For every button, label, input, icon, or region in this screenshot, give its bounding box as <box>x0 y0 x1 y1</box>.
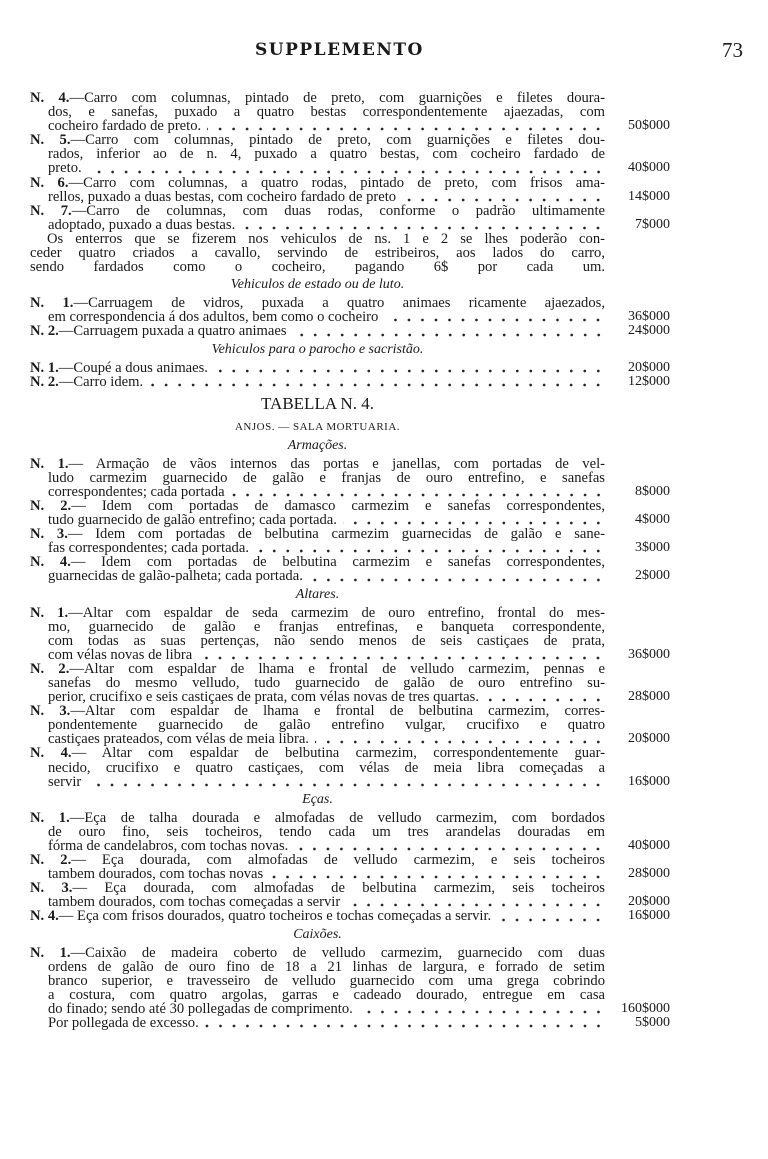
line-words: —Caixão de madeira coberto de velludo carmezim, guarnecido com duas <box>70 945 605 960</box>
line-content <box>30 375 143 389</box>
entry-line <box>30 246 670 260</box>
entry-number: N. 3. <box>30 881 73 896</box>
entry-line <box>30 527 670 541</box>
entry-price: 12$000 <box>628 373 670 389</box>
entry-line <box>30 648 670 662</box>
tariff-entry <box>30 746 670 788</box>
line-text <box>30 690 605 704</box>
entry-price: 16$000 <box>628 908 670 924</box>
entry-line <box>30 555 670 569</box>
entry-price: 28$000 <box>628 866 670 882</box>
line-words: tambem dourados, com tochas começadas a servir <box>48 895 341 910</box>
line-words: —Coupé a dous animaes. <box>58 360 208 375</box>
dot-leader <box>315 732 605 746</box>
line-words: servir <box>48 774 82 789</box>
line-text <box>30 105 605 119</box>
entry-line <box>30 91 670 105</box>
line-words: cocheiro fardado de preto. <box>48 119 202 134</box>
tariff-entry <box>30 296 670 324</box>
line-text <box>30 775 605 789</box>
entry-line <box>30 161 670 175</box>
line-text <box>30 513 605 527</box>
entry-price: 40$000 <box>628 160 670 176</box>
dot-leader <box>309 569 605 583</box>
tariff-entry <box>30 881 670 909</box>
entry-line <box>30 204 670 218</box>
entry-number: N. 4. <box>30 909 59 924</box>
tariff-entry <box>30 324 670 338</box>
page-number: 73 <box>722 38 743 62</box>
entry-line <box>30 662 670 676</box>
entry-line <box>30 133 670 147</box>
line-words: —Carro idem. <box>58 374 144 389</box>
dot-leader <box>205 1016 605 1030</box>
line-text <box>30 662 605 676</box>
entry-number: N. 2. <box>30 374 59 389</box>
line-content <box>48 1016 199 1030</box>
line-text <box>30 606 605 620</box>
line-text <box>30 147 605 161</box>
entry-line <box>30 867 670 881</box>
line-words: —Carro de columnas, com duas rodas, conforme o padrão ultimamente <box>71 203 605 218</box>
line-content <box>48 732 309 746</box>
line-content <box>48 190 396 204</box>
line-words: guarnecidas de galão-palheta; cada portada. <box>48 569 303 584</box>
line-content <box>48 218 235 232</box>
tariff-entry <box>30 811 670 853</box>
line-words: sanefas do mesmo velludo, tudo guarnecido de galão de ouro entrefino su- <box>48 676 605 691</box>
line-words: fórma de candelabros, com tochas novas. <box>48 838 289 854</box>
line-words: — Idem com portadas de damasco carmezim e sanefas correspondentes, <box>71 498 605 514</box>
entry-number: N. 2. <box>30 853 72 868</box>
line-text <box>30 471 605 485</box>
line-text <box>30 296 605 310</box>
line-words: — Altar com espaldar de belbutina carmezim, correspondentemente guar- <box>71 746 605 761</box>
line-content <box>48 1002 353 1016</box>
entry-line <box>30 960 670 974</box>
tariff-entry <box>30 662 670 704</box>
line-words: tambem dourados, com tochas novas <box>48 867 264 882</box>
dot-leader <box>294 839 605 853</box>
entry-line <box>30 147 670 161</box>
line-words: ceder quatro criados a cavallo, servindo de estribeiros, aos lados do carro, <box>30 246 605 261</box>
entry-price: 4$000 <box>635 512 670 528</box>
entry-line <box>30 296 670 310</box>
entry-line <box>30 260 670 274</box>
dot-leader <box>87 775 605 789</box>
line-text <box>30 232 605 246</box>
line-content <box>48 485 225 499</box>
line-text <box>30 676 605 690</box>
line-text <box>30 204 605 218</box>
entry-number: N. 1. <box>30 945 71 960</box>
tariff-entry <box>30 909 670 923</box>
entry-number: N. 4. <box>30 555 71 570</box>
line-content <box>48 867 263 881</box>
entry-line <box>30 690 670 704</box>
entry-price: 50$000 <box>628 118 670 134</box>
line-text <box>30 218 605 232</box>
line-text <box>30 620 605 634</box>
entry-number: N. 2. <box>30 498 72 514</box>
line-content <box>48 310 378 324</box>
line-words: — Idem com portadas de belbutina carmezim guarnecidas de galão e sane- <box>67 527 605 542</box>
entry-line <box>30 361 670 375</box>
line-text <box>30 881 605 895</box>
tariff-entry <box>30 606 670 662</box>
line-words: Por pollegada de excesso. <box>48 1015 199 1031</box>
line-words: branco superior, e travesseiro de velludo guarnecido com uma grega cobrindo <box>48 973 605 988</box>
line-words: — Eça dourada, com almofadas de velludo carmezim, e seis tocheiros <box>71 853 605 868</box>
line-words: preto. <box>48 161 82 176</box>
entry-line <box>30 634 670 648</box>
line-content <box>48 648 192 662</box>
entry-number: N. 1. <box>30 810 70 825</box>
dot-leader <box>384 310 605 324</box>
line-text <box>30 839 605 853</box>
entry-line <box>30 218 670 232</box>
entry-line <box>30 1002 670 1016</box>
tariff-entry <box>30 375 670 389</box>
entry-line <box>30 457 670 471</box>
tariff-entry <box>30 361 670 375</box>
entry-price: 24$000 <box>628 323 670 339</box>
line-words: com vélas novas de libra <box>48 647 193 662</box>
line-content <box>30 361 208 375</box>
dot-leader <box>343 513 605 527</box>
dot-leader <box>198 648 605 662</box>
entry-line <box>30 839 670 853</box>
table-caption: ANJOS. — SALA MORTUARIA. <box>234 420 401 433</box>
entry-price: 36$000 <box>628 309 670 325</box>
line-content <box>48 119 201 133</box>
line-text <box>30 324 605 338</box>
line-words: correspondentes; cada portada <box>48 484 225 499</box>
entry-line <box>30 513 670 527</box>
line-words: pondentemente guarnecido de galão entrefino vulgar, crucifixo e quatro <box>48 718 605 733</box>
line-words: —Altar com espaldar de lhama e frontal de belbutina carmezim, corres- <box>70 704 605 719</box>
line-text <box>30 909 605 923</box>
line-content <box>48 513 337 527</box>
entry-line <box>30 974 670 988</box>
dot-leader <box>359 1002 605 1016</box>
line-words: —Eça de talha dourada e almofadas de velludo carmezim, com bordados <box>69 810 605 825</box>
line-words: adoptado, puxado a duas bestas. <box>48 217 236 232</box>
section-subheading: Caixões. <box>293 926 342 942</box>
entry-number: N. 3. <box>30 704 71 719</box>
entry-number: N. 4. <box>30 746 72 761</box>
entry-number: N. 2. <box>30 324 59 339</box>
line-words: do finado; sendo até 30 pollegadas de comprimento. <box>48 1001 353 1016</box>
line-text <box>30 527 605 541</box>
line-text <box>30 732 605 746</box>
line-words: castiçaes prateados, com vélas de meia libra. <box>48 732 309 747</box>
tariff-entry <box>30 946 670 1016</box>
line-text <box>30 375 605 389</box>
dot-leader <box>293 324 605 338</box>
entry-line <box>30 190 670 204</box>
entry-price: 40$000 <box>628 837 670 853</box>
tariff-entry <box>30 499 670 527</box>
line-words: rados, inferior ao de n. 4, puxado a quatro bestas, com cocheiro fardado de <box>48 147 605 162</box>
entry-line <box>30 1016 670 1030</box>
tariff-entry <box>30 527 670 555</box>
line-text <box>30 190 605 204</box>
tariff-entry <box>30 704 670 746</box>
tariff-entry <box>30 133 670 175</box>
entry-price: 8$000 <box>635 483 670 499</box>
line-text <box>30 1002 605 1016</box>
line-text <box>30 161 605 175</box>
entry-number: N. 2. <box>30 661 70 676</box>
line-text <box>30 91 605 105</box>
entry-line <box>30 946 670 960</box>
entry-number: N. 1. <box>30 605 69 620</box>
line-text <box>30 541 605 555</box>
entry-line <box>30 119 670 133</box>
line-text <box>30 853 605 867</box>
entry-line <box>30 375 670 389</box>
line-words: — Eça com frisos dourados, quatro tocheiros e tochas começadas a servir. <box>58 909 492 924</box>
line-words: sendo fardados como o cocheiro, pagando 6$ por cada um. <box>30 260 605 275</box>
line-content <box>48 690 479 704</box>
line-content <box>30 909 491 923</box>
entry-line <box>30 825 670 839</box>
line-text <box>30 867 605 881</box>
dot-leader <box>88 161 605 175</box>
entry-line <box>30 324 670 338</box>
line-words: —Carruagem puxada a quatro animaes <box>58 324 287 339</box>
dot-leader <box>255 541 605 555</box>
dot-leader <box>231 485 605 499</box>
entry-price: 7$000 <box>635 216 670 232</box>
line-words: a costura, com quatro argolas, garras e cadeado dourado, entregue em casa <box>48 987 605 1002</box>
entry-line <box>30 853 670 867</box>
entry-line <box>30 775 670 789</box>
tariff-entry <box>30 1016 670 1030</box>
entry-line <box>30 471 670 485</box>
line-text <box>30 485 605 499</box>
line-text <box>30 361 605 375</box>
line-text <box>30 811 605 825</box>
line-text <box>30 974 605 988</box>
entry-number: N. 1. <box>30 456 69 471</box>
entry-line <box>30 606 670 620</box>
entry-number: N. 1. <box>30 360 59 375</box>
entry-line <box>30 881 670 895</box>
line-words: —Carro com columnas, pintado de preto, com guarnições e filetes dou- <box>70 133 605 148</box>
dot-leader <box>346 895 605 909</box>
tariff-entry <box>30 555 670 583</box>
tariff-entry <box>30 853 670 881</box>
entry-price: 14$000 <box>628 188 670 204</box>
entry-line <box>30 704 670 718</box>
dot-leader <box>485 690 605 704</box>
tariff-entry <box>30 176 670 204</box>
line-text <box>30 260 605 274</box>
entry-price: 20$000 <box>628 731 670 747</box>
line-text <box>30 704 605 718</box>
entry-line <box>30 620 670 634</box>
dot-leader <box>214 361 605 375</box>
line-words: tudo guarnecido de galão entrefino; cada portada. <box>48 513 337 528</box>
entry-line <box>30 676 670 690</box>
entry-line <box>30 909 670 923</box>
line-words: —Carro com columnas, pintado de preto, com guarnições e filetes doura- <box>69 91 605 106</box>
line-text <box>30 310 605 324</box>
line-content <box>48 161 82 175</box>
line-words: — Eça dourada, com almofadas de belbutina carmezim, seis tocheiros <box>72 881 605 896</box>
line-text <box>30 634 605 648</box>
line-text <box>30 761 605 775</box>
entry-price: 16$000 <box>628 773 670 789</box>
line-words: ludo carmezim guarnecido de galão e franjas de ouro entrefino, e sanefas <box>48 470 605 485</box>
entry-price: 28$000 <box>628 689 670 705</box>
entry-line <box>30 988 670 1002</box>
line-words: de ouro fino, seis tocheiros, tendo cada um tres arandelas douradas em <box>48 824 605 839</box>
entry-line <box>30 499 670 513</box>
entry-line <box>30 732 670 746</box>
dot-leader <box>269 867 605 881</box>
line-text <box>30 988 605 1002</box>
entry-line <box>30 811 670 825</box>
section-subheading: Vehiculos para o parocho e sacristão. <box>211 341 424 357</box>
line-text <box>30 246 605 260</box>
line-text <box>30 946 605 960</box>
line-words: mo, guarnecido de galão e franjas entrefinas, e banqueta correspondente, <box>48 619 605 634</box>
entry-number: N. 5. <box>30 133 71 148</box>
entry-price: 2$000 <box>635 568 670 584</box>
entry-line <box>30 746 670 760</box>
line-words: —Altar com espaldar de lhama e frontal de velludo carmezim, pennas e <box>69 661 605 676</box>
entry-number: N. 4. <box>30 91 70 106</box>
line-text <box>30 555 605 569</box>
line-words: —Carro com columnas, a quatro rodas, pintado de preto, com frisos ama- <box>68 175 605 190</box>
line-words: Os enterros que se fizerem nos vehiculos de ns. 1 e 2 se lhes poderão con- <box>47 231 605 247</box>
line-text <box>30 718 605 732</box>
section-subheading: Eças. <box>302 791 333 807</box>
dot-leader <box>207 119 605 133</box>
tariff-entry <box>30 91 670 133</box>
line-text <box>30 746 605 760</box>
line-words: em correspondencia á dos adultos, bem como o cocheiro <box>48 310 379 325</box>
line-content <box>48 569 303 583</box>
line-text <box>30 499 605 513</box>
line-text <box>30 648 605 662</box>
line-text <box>30 133 605 147</box>
line-words: dos, e sanefas, puxado a quatro bestas correspondentemente ajaezadas, com <box>48 105 605 120</box>
entry-line <box>30 761 670 775</box>
note-paragraph <box>30 232 670 274</box>
line-content <box>30 324 287 338</box>
entry-price: 36$000 <box>628 646 670 662</box>
tariff-entry <box>30 204 670 232</box>
entry-line <box>30 569 670 583</box>
line-words: ordens de galão de ouro fino de 18 a 21 linhas de largura, e forrado de setim <box>48 959 605 974</box>
tariff-table <box>30 91 670 1030</box>
entry-number: N. 1. <box>30 296 74 311</box>
table-title: TABELLA N. 4. <box>261 393 374 413</box>
entry-line <box>30 485 670 499</box>
section-subheading: Armações. <box>287 437 348 453</box>
line-text <box>30 569 605 583</box>
line-words: fas correspondentes; cada portada. <box>48 541 249 556</box>
entry-line <box>30 541 670 555</box>
line-content <box>48 775 81 789</box>
line-text <box>30 457 605 471</box>
line-words: —Altar com espaldar de seda carmezim de ouro entrefino, frontal do mes- <box>68 605 605 620</box>
line-words: — Idem com portadas de belbutina carmezim e sanefas correspondentes, <box>70 555 605 570</box>
entry-number: N. 6. <box>30 175 69 190</box>
entry-price: 5$000 <box>635 1014 670 1030</box>
dot-leader <box>497 909 605 923</box>
line-text <box>30 176 605 190</box>
running-header-title: SUPPLEMENTO <box>255 40 424 60</box>
entry-line <box>30 718 670 732</box>
tariff-entry <box>30 457 670 499</box>
line-content <box>48 895 340 909</box>
entry-price: 20$000 <box>628 359 670 375</box>
dot-leader <box>149 375 605 389</box>
entry-line <box>30 176 670 190</box>
entry-price: 20$000 <box>628 894 670 910</box>
line-words: — Armação de vãos internos das portas e janellas, com portadas de vel- <box>68 456 605 471</box>
dot-leader <box>402 190 605 204</box>
line-text <box>30 119 605 133</box>
line-words: perior, crucifixo e seis castiçaes de prata, com vélas novas de tres quartas. <box>48 690 479 705</box>
section-subheading: Vehiculos de estado ou de luto. <box>230 277 405 293</box>
line-words: necido, crucifixo e quatro castiçaes, com vélas de meia libra começadas a <box>48 760 605 775</box>
line-text <box>30 960 605 974</box>
section-subheading: Altares. <box>295 586 340 602</box>
line-text <box>30 1016 605 1030</box>
dot-leader <box>241 218 605 232</box>
entry-line <box>30 105 670 119</box>
line-content <box>48 541 249 555</box>
entry-number: N. 7. <box>30 203 72 218</box>
entry-line <box>30 895 670 909</box>
entry-number: N. 3. <box>30 527 68 542</box>
line-words: com todas as suas pertenças, não sendo menos de seis castiçaes de prata, <box>48 633 605 648</box>
entry-line <box>30 232 670 246</box>
line-text <box>30 825 605 839</box>
line-content <box>48 839 288 853</box>
entry-price: 3$000 <box>635 540 670 556</box>
entry-price: 160$000 <box>621 1000 670 1016</box>
line-text <box>30 895 605 909</box>
entry-line <box>30 310 670 324</box>
line-words: —Carruagem de vidros, puxada a quatro animaes ricamente ajaezados, <box>73 296 605 311</box>
line-words: rellos, puxado a duas bestas, com cocheiro fardado de preto <box>48 189 397 204</box>
